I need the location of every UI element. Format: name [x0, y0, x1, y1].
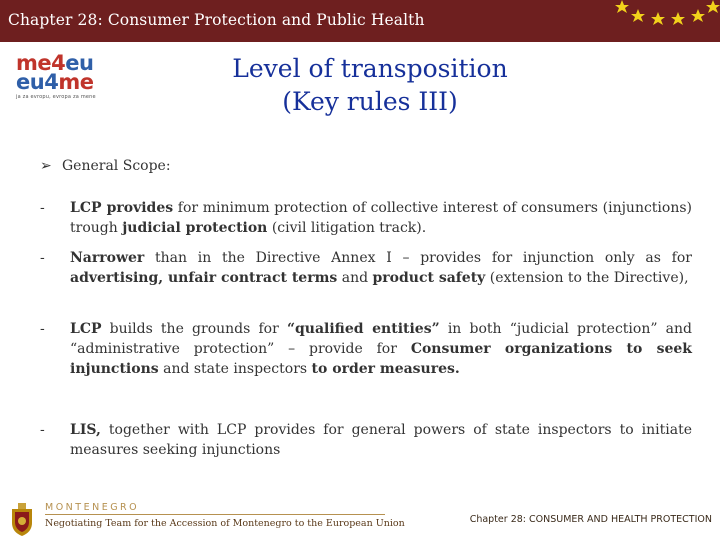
body-text: than in the Directive Annex I – provides for injunction only as for — [144, 250, 692, 266]
emphasis-text: product safety — [372, 270, 486, 286]
body-text: and — [337, 270, 373, 286]
montenegro-crest-icon — [8, 503, 36, 537]
slide-title — [190, 52, 550, 118]
emphasis-text: to order measures. — [311, 361, 460, 377]
emphasis-text: LCP provides — [70, 200, 174, 216]
body-text: (extension to the Directive), — [485, 270, 689, 286]
footer-team: Negotiating Team for the Accession of Montenegro to the European Union — [45, 518, 405, 529]
logo-tagline: ja za evropu, evropa za mene — [16, 94, 96, 100]
emphasis-text: Consumer organizations to seek injunctions — [70, 341, 693, 377]
bullet-text — [70, 198, 692, 238]
bullet-item — [40, 420, 692, 460]
body-text: in both “judicial protection” and “administrative protection” – provide for — [70, 321, 692, 357]
me4eu-logo — [16, 51, 112, 100]
bullet-text — [70, 420, 692, 460]
dash-bullet: - — [40, 321, 45, 337]
logo-line-2: eu4me — [16, 70, 94, 94]
bullet-item — [40, 319, 692, 379]
slide-title-line-2: (Key rules III) — [282, 87, 458, 116]
emphasis-text: advertising, unfair contract terms — [70, 270, 338, 286]
header-title: Chapter 28: Consumer Protection and Public Health — [8, 11, 425, 29]
bullet-item — [40, 198, 692, 238]
emphasis-text: judicial protection — [122, 220, 268, 236]
bullet-text — [70, 248, 692, 288]
footer-divider — [45, 514, 385, 515]
body-text: together with LCP provides for general powers of state inspectors to initiate measures seeking injunctions — [70, 422, 692, 458]
body-text: and state inspectors — [158, 361, 312, 377]
bullet-text — [70, 319, 692, 379]
dash-bullet: - — [40, 250, 45, 266]
header-bar — [0, 0, 720, 42]
body-text: (civil litigation track). — [267, 220, 427, 236]
footer-country: MONTENEGRO — [45, 502, 140, 513]
scope-label: General Scope: — [62, 158, 171, 174]
footer-chapter: Chapter 28: CONSUMER AND HEALTH PROTECTION — [469, 514, 712, 525]
body-text: for minimum protection of collective interest of consumers (injunctions) trough — [70, 200, 693, 236]
slide-title-line-1: Level of transposition — [232, 54, 508, 83]
logo-line-1: me4eu — [16, 51, 94, 75]
bullet-item — [40, 248, 692, 288]
emphasis-text: LIS, — [70, 422, 101, 438]
dash-bullet: - — [40, 200, 45, 216]
emphasis-text: LCP — [70, 321, 102, 337]
eu-stars-icon — [610, 0, 720, 34]
body-text: builds the grounds for — [101, 321, 287, 337]
dash-bullet: - — [40, 422, 45, 438]
arrow-bullet-icon: ➢ — [40, 158, 52, 174]
emphasis-text: “qualified entities” — [286, 321, 440, 337]
general-scope — [40, 158, 171, 174]
emphasis-text: Narrower — [70, 250, 145, 266]
